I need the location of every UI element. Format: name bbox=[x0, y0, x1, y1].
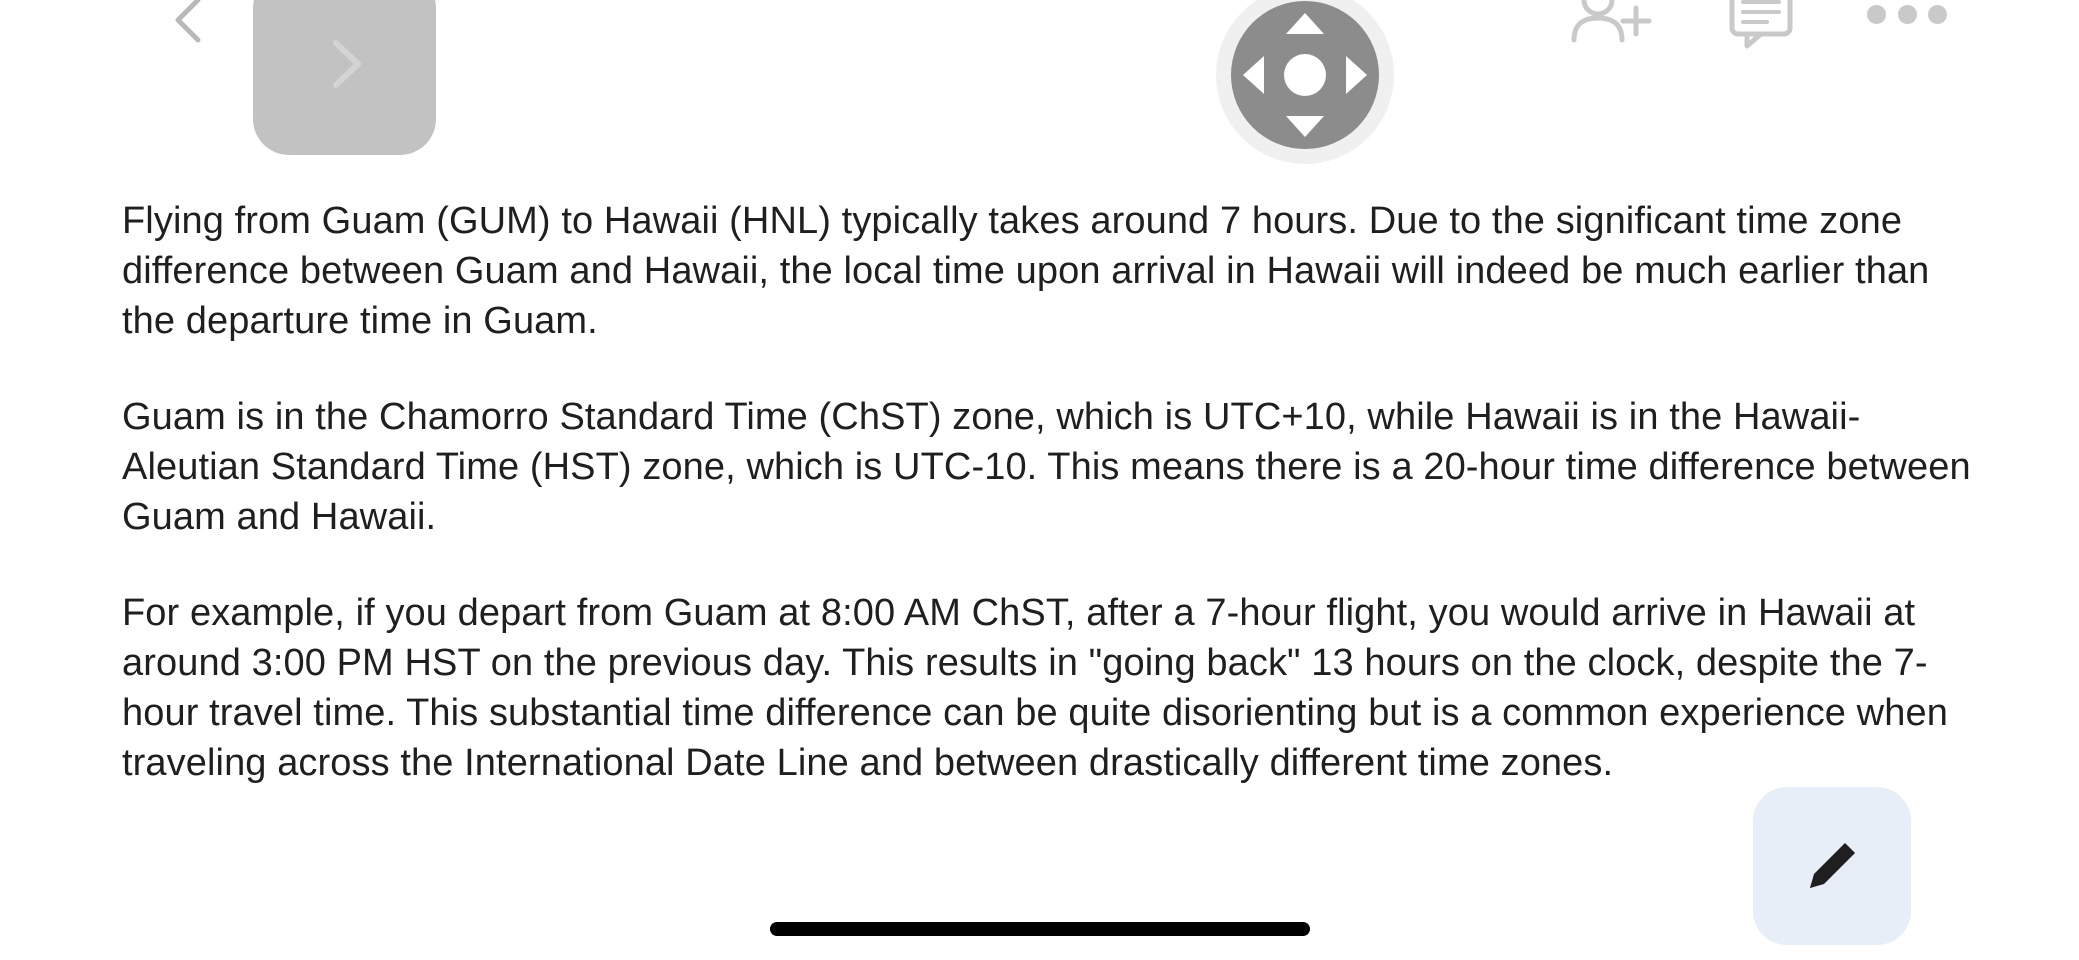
edit-fab-button[interactable] bbox=[1753, 787, 1911, 945]
back-button[interactable] bbox=[160, 0, 220, 50]
dpad-inner bbox=[1231, 1, 1379, 149]
paragraph: For example, if you depart from Guam at 8:00 AM ChST, after a 7-hour flight, you would arrive in Hawaii at around 3:00 PM HST on the previous day. This results in "going back" 13 hours on the clock, despite the 7-hour travel time. This substantial time difference can be quite disorienting but is a common experience when traveling across the International Date Line and between drastically different time zones. bbox=[122, 592, 1948, 784]
home-indicator[interactable] bbox=[770, 922, 1310, 936]
dpad-center-button[interactable] bbox=[1284, 54, 1326, 96]
arrow-up-icon[interactable] bbox=[1286, 13, 1324, 34]
pencil-icon bbox=[1794, 828, 1870, 904]
more-options-icon[interactable] bbox=[1867, 4, 1947, 24]
top-toolbar bbox=[0, 0, 2079, 185]
response-text-body bbox=[122, 196, 1982, 788]
dpad-control[interactable] bbox=[1216, 0, 1394, 164]
paragraph: Guam is in the Chamorro Standard Time (ChST) zone, which is UTC+10, while Hawaii is in the Hawaii-Aleutian Standard Time (HST) zone, which is UTC-10. This means there is a 20-hour time difference between Guam and Hawaii. bbox=[122, 396, 1971, 538]
document-thumbnail[interactable] bbox=[253, 0, 436, 155]
dot bbox=[1898, 5, 1917, 24]
chevron-left-icon bbox=[160, 0, 220, 50]
chevron-right-icon bbox=[310, 29, 380, 99]
arrow-left-icon[interactable] bbox=[1243, 56, 1264, 94]
add-person-icon[interactable] bbox=[1568, 0, 1654, 50]
comment-icon[interactable] bbox=[1725, 0, 1797, 50]
dot bbox=[1867, 5, 1886, 24]
arrow-right-icon[interactable] bbox=[1346, 56, 1367, 94]
paragraph: Flying from Guam (GUM) to Hawaii (HNL) typically takes around 7 hours. Due to the significant time zone difference between Guam and Hawaii, the local time upon arrival in Hawaii will indeed be much earlier than the departure time in Guam. bbox=[122, 200, 1930, 342]
dot bbox=[1928, 5, 1947, 24]
arrow-down-icon[interactable] bbox=[1286, 116, 1324, 137]
